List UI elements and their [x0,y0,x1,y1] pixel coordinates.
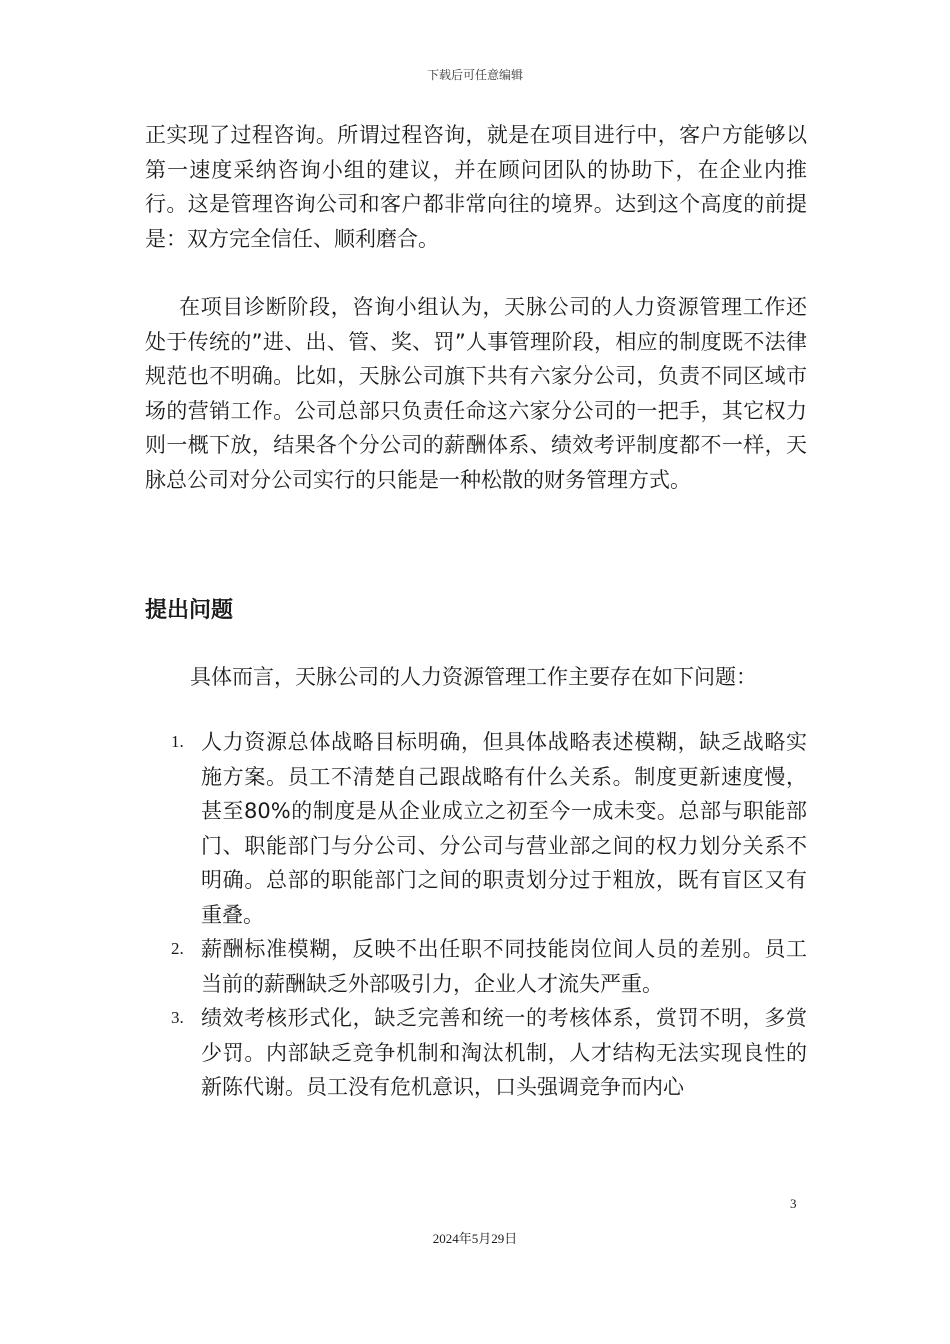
list-item-text: 薪酬标准模糊，反映不出任职不同技能岗位间人员的差别。员工当前的薪酬缺乏外部吸引力，企业人才流失严重。 [201,937,807,996]
page-header: 下载后可任意编辑 [426,68,523,82]
list-item-number: 3. [171,1008,184,1027]
page-footer-date: 2024年5月29日 [432,1231,518,1246]
list-item-text: 人力资源总体战略目标明确，但具体战略表述模糊，缺乏战略实施方案。员工不清楚自己跟战略有什么关系。制度更新速度慢，甚至80%的制度是从企业成立之初至今一成未变。总部与职能部门、职能部门与分公司、分公司与营业部之间的权力划分关系不明确。总部的职能部门之间的职责划分过于粗放，既有盲区又有重叠。 [201,730,807,927]
problem-list [145,725,807,1105]
list-item [145,725,807,932]
section-heading: 提出问题 [145,598,234,623]
paragraph-2: 在项目诊断阶段，咨询小组认为，天脉公司的人力资源管理工作还处于传统的”进、出、管、奖、罚”人事管理阶段，相应的制度既不法律规范也不明确。比如，天脉公司旗下共有六家分公司，负责不同区域市场的营销工作。公司总部只负责任命这六家分公司的一把手，其它权力则一概下放，结果各个分公司的薪酬体系、绩效考评制度都不一样，天脉总公司对分公司实行的只能是一种松散的财务管理方式。 [145,295,807,492]
list-item [145,932,807,1001]
page-number: 3 [790,1196,797,1211]
paragraph-1: 正实现了过程咨询。所谓过程咨询，就是在项目进行中，客户方能够以第一速度采纳咨询小组的建议，并在顾问团队的协助下，在企业内推行。这是管理咨询公司和客户都非常向往的境界。达到这个高度的前提是：双方完全信任、顺利磨合。 [145,123,807,251]
section-intro: 具体而言，天脉公司的人力资源管理工作主要存在如下问题： [190,665,757,689]
list-item-text: 绩效考核形式化，缺乏完善和统一的考核体系，赏罚不明，多赏少罚。内部缺乏竞争机制和淘汰机制，人才结构无法实现良性的新陈代谢。员工没有危机意识，口头强调竞争而内心 [201,1006,807,1099]
list-item-number: 2. [171,939,184,958]
list-item-number: 1. [171,732,184,751]
list-item [145,1001,807,1105]
